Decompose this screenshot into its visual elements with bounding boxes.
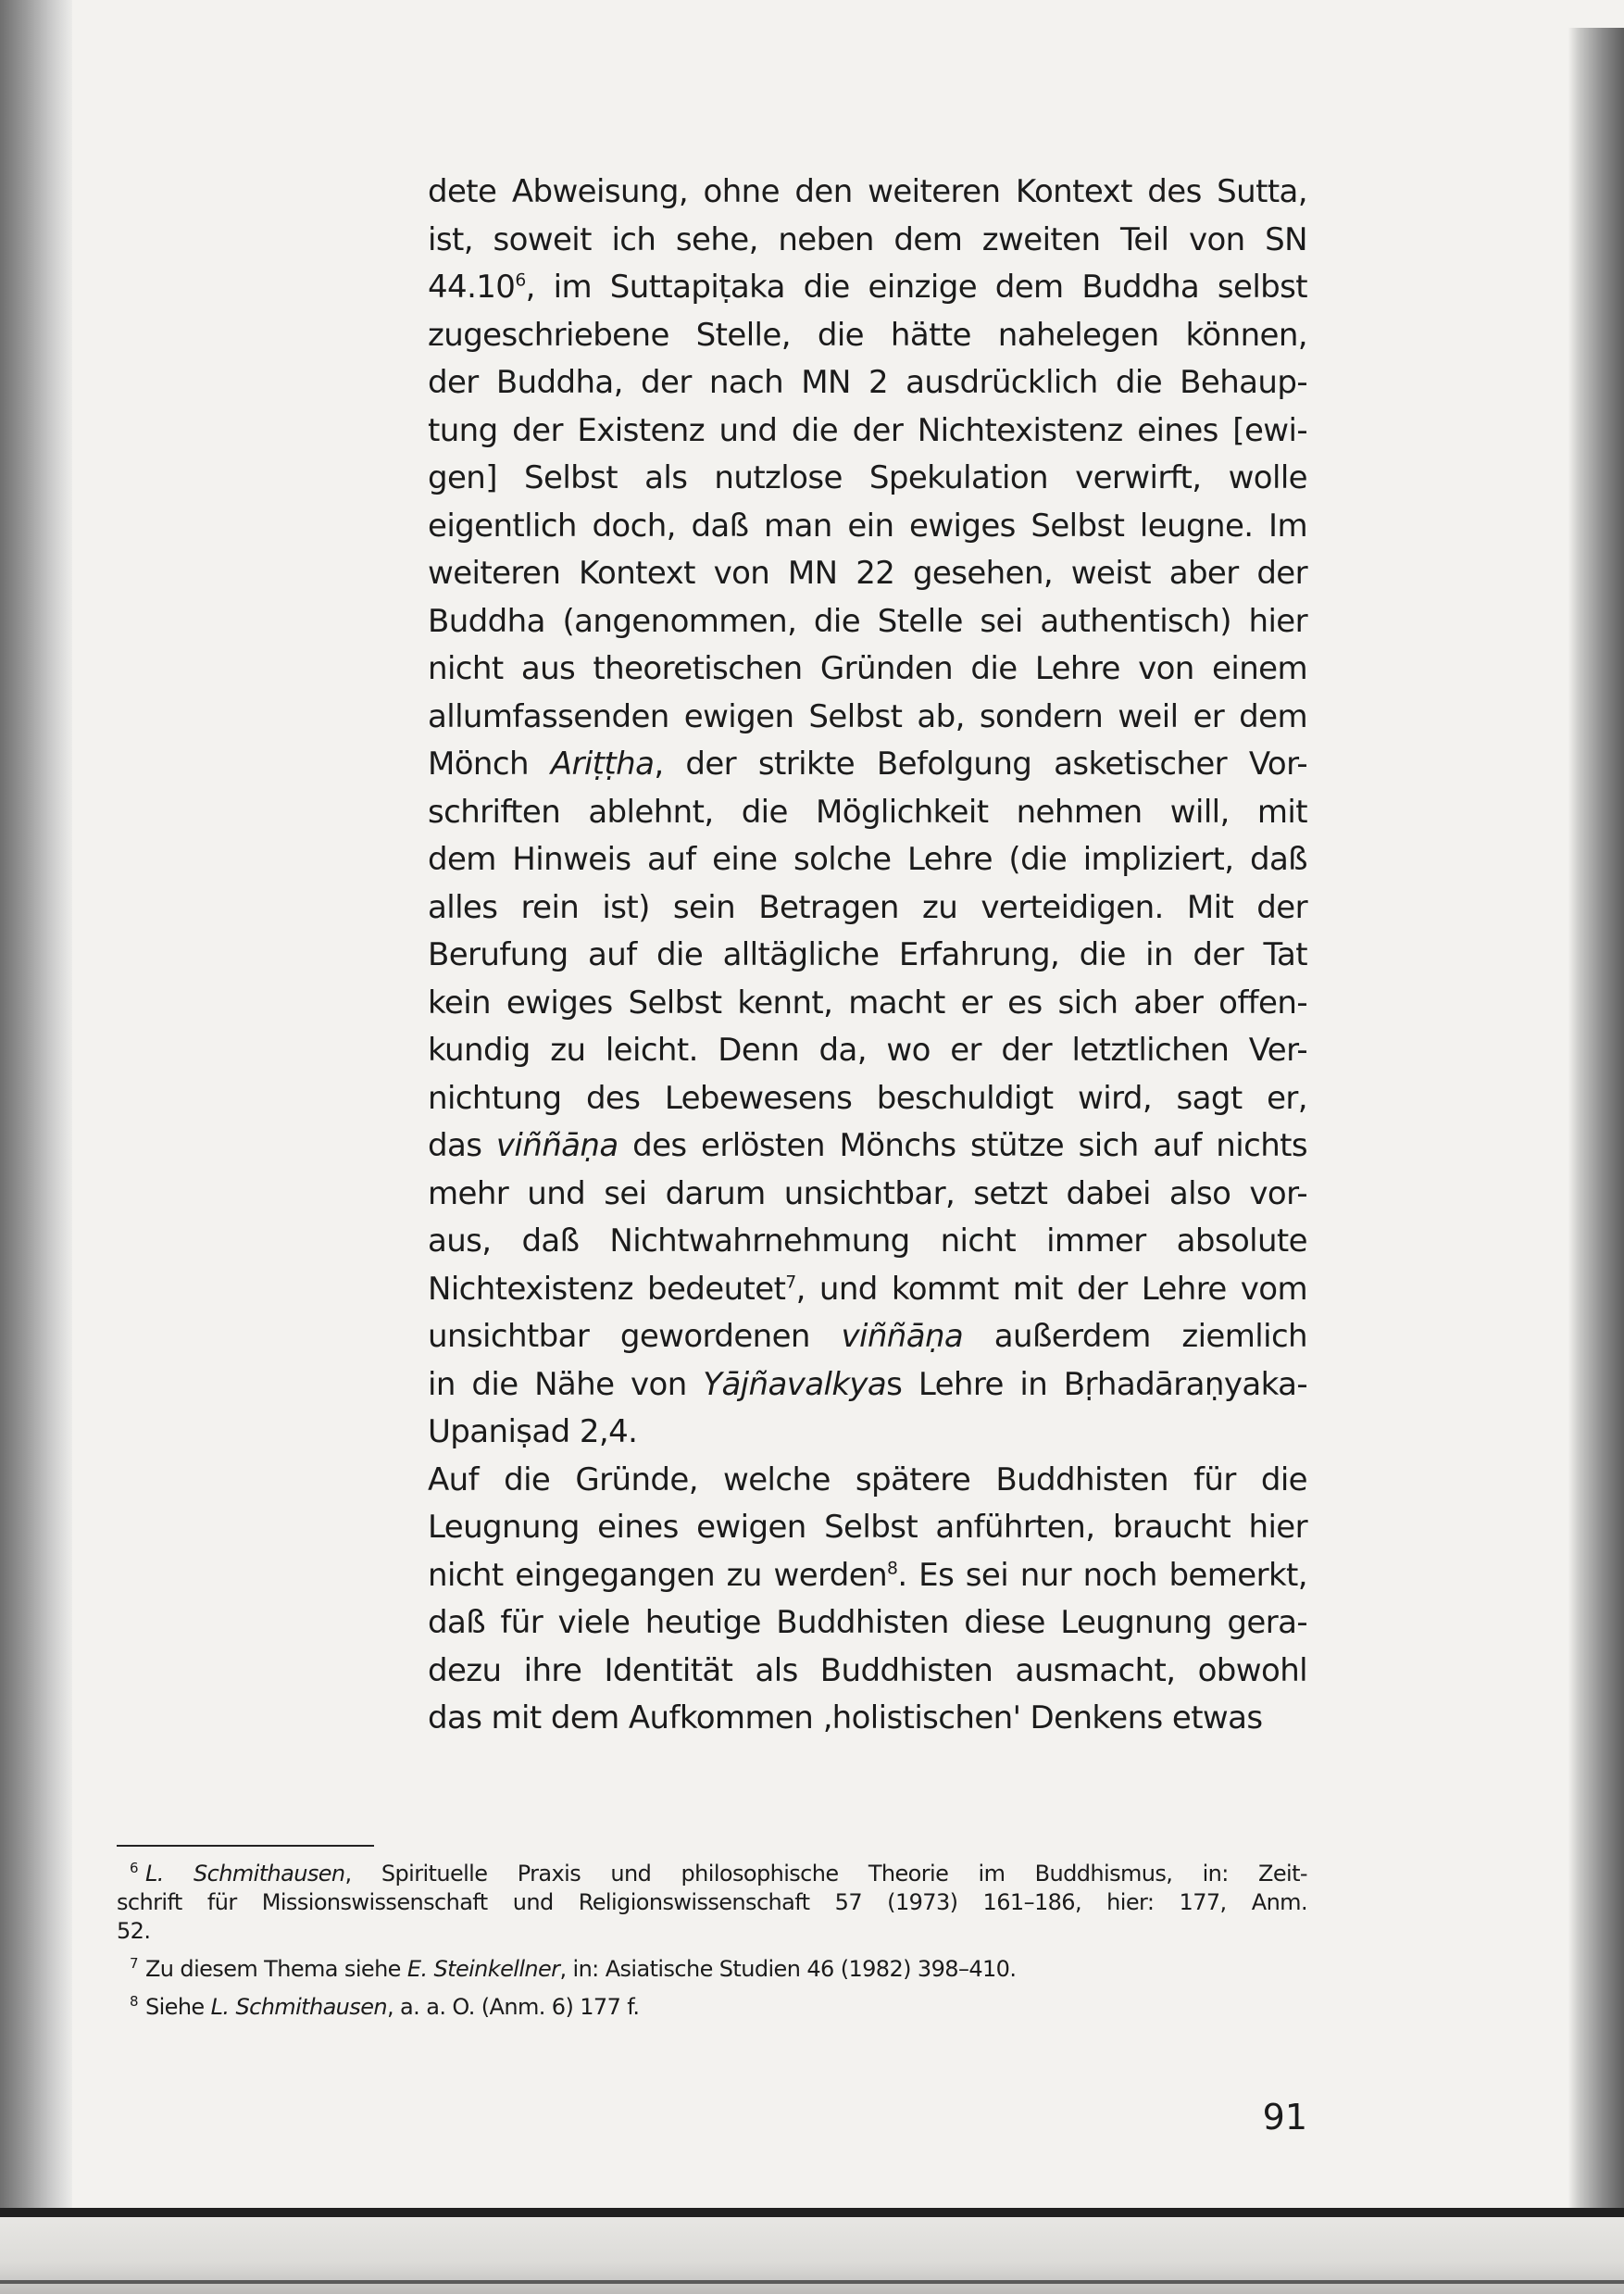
text-line: mehr und sei darum unsichtbar, setzt dabei also vor- — [428, 1174, 1307, 1212]
footnote-separator — [117, 1845, 374, 1847]
text-line: ist, soweit ich sehe, neben dem zweiten Teil von SN — [428, 220, 1307, 258]
text-line: das mit dem Aufkommen ‚holistischen' Denkens etwas — [428, 1699, 1263, 1736]
scan-bottom-strip-line — [0, 2280, 1624, 2284]
text-line: Leugnung eines ewigen Selbst anführten, braucht hier — [428, 1509, 1307, 1546]
text-line: Berufung auf die alltägliche Erfahrung, die in der Tat — [428, 936, 1307, 973]
text-line: nichtung des Lebewesens beschuldigt wird, sagt er, — [428, 1079, 1307, 1117]
text-line: tung der Existenz und die der Nichtexistenz eines [ewi- — [428, 411, 1307, 449]
footnote-text: L. Schmithausen, Spirituelle Praxis und philosophische Theorie im Buddhismus, in: Zeit- — [144, 1861, 1307, 1887]
text-line: 44.10$^6$, im Suttapiṭaka die einzige dem Buddha selbst — [428, 269, 1307, 306]
text-line: weiteren Kontext von MN 22 gesehen, weist aber der — [428, 555, 1307, 592]
text-line: allumfassenden ewigen Selbst ab, sondern weil er dem — [428, 697, 1307, 735]
text-line: eigentlich doch, daß man ein ewiges Selbst leugne. Im — [428, 507, 1307, 545]
text-line: dete Abweisung, ohne den weiteren Kontext des Sutta, — [428, 173, 1307, 210]
footnote-6-line — [117, 1917, 1307, 1946]
scan-bottom-rule — [0, 2208, 1624, 2217]
footnote-7-line — [117, 1955, 1307, 1984]
footnote-number: 6 — [130, 1860, 138, 1876]
text-line: Mönch Ariṭṭha, der strikte Befolgung asketischer Vor- — [428, 746, 1307, 783]
text-line: Nichtexistenz bedeutet$^7$, und kommt mit der Lehre vom — [428, 1270, 1307, 1308]
scan-left-edge — [0, 0, 72, 2294]
text-line: in die Nähe von Yājñavalkyas Lehre in Bṛhadāraṇyaka- — [428, 1365, 1308, 1403]
footnote-number: 8 — [130, 1993, 138, 2010]
footnote-text: Zu diesem Thema siehe E. Steinkellner, in: Asiatische Studien 46 (1982) 398–410. — [144, 1956, 1017, 1982]
scan-right-edge — [1568, 28, 1624, 2241]
text-line: dem Hinweis auf eine solche Lehre (die impliziert, daß — [428, 841, 1307, 878]
footnote-6-line — [117, 1888, 1307, 1917]
text-line: das viññāṇa des erlösten Mönchs stütze sich auf nichts — [428, 1127, 1307, 1164]
text-line: der Buddha, der nach MN 2 ausdrücklich die Behaup- — [428, 364, 1307, 401]
footnote-8-line — [117, 1993, 1307, 2022]
text-line: Upaniṣad 2,4. — [428, 1413, 638, 1450]
page-number: 91 — [1262, 2097, 1307, 2137]
text-line: aus, daß Nichtwahrnehmung nicht immer absolute — [428, 1222, 1307, 1260]
text-line: kein ewiges Selbst kennt, macht er es sich aber offen- — [428, 984, 1307, 1022]
text-line: dezu ihre Identität als Buddhisten ausmacht, obwohl — [428, 1651, 1307, 1689]
text-line: zugeschriebene Stelle, die hätte nahelegen können, — [428, 316, 1307, 354]
text-line: kundig zu leicht. Denn da, wo er der letztlichen Ver- — [428, 1032, 1307, 1069]
text-line: Auf die Gründe, welche spätere Buddhisten für die — [428, 1460, 1307, 1498]
text-line: daß für viele heutige Buddhisten diese Leugnung gera- — [428, 1604, 1307, 1641]
footnotes — [117, 1860, 1307, 2022]
text-line: schriften ablehnt, die Möglichkeit nehmen will, mit — [428, 793, 1307, 831]
text-line: nicht aus theoretischen Gründen die Lehre von einem — [428, 650, 1307, 687]
text-line: nicht eingegangen zu werden$^8$. Es sei nur noch bemerkt, — [428, 1556, 1307, 1594]
footnote-6-line — [117, 1860, 1307, 1888]
footnote-text: 52. — [117, 1918, 151, 1944]
text-line: gen] Selbst als nutzlose Spekulation verwirft, wolle — [428, 459, 1307, 496]
text-line: Buddha (angenommen, die Stelle sei authentisch) hier — [428, 602, 1307, 640]
text-line: unsichtbar gewordenen viññāṇa außerdem ziemlich — [428, 1318, 1307, 1355]
footnote-text: Siehe L. Schmithausen, a. a. O. (Anm. 6) 177 f. — [144, 1994, 640, 2020]
main-text — [428, 169, 1307, 1743]
footnote-text: schrift für Missionswissenschaft und Religionswissenschaft 57 (1973) 161–186, hier: 177, Anm. — [117, 1889, 1307, 1915]
footnote-number: 7 — [130, 1955, 138, 1972]
text-line: alles rein ist) sein Betragen zu verteidigen. Mit der — [428, 888, 1307, 926]
